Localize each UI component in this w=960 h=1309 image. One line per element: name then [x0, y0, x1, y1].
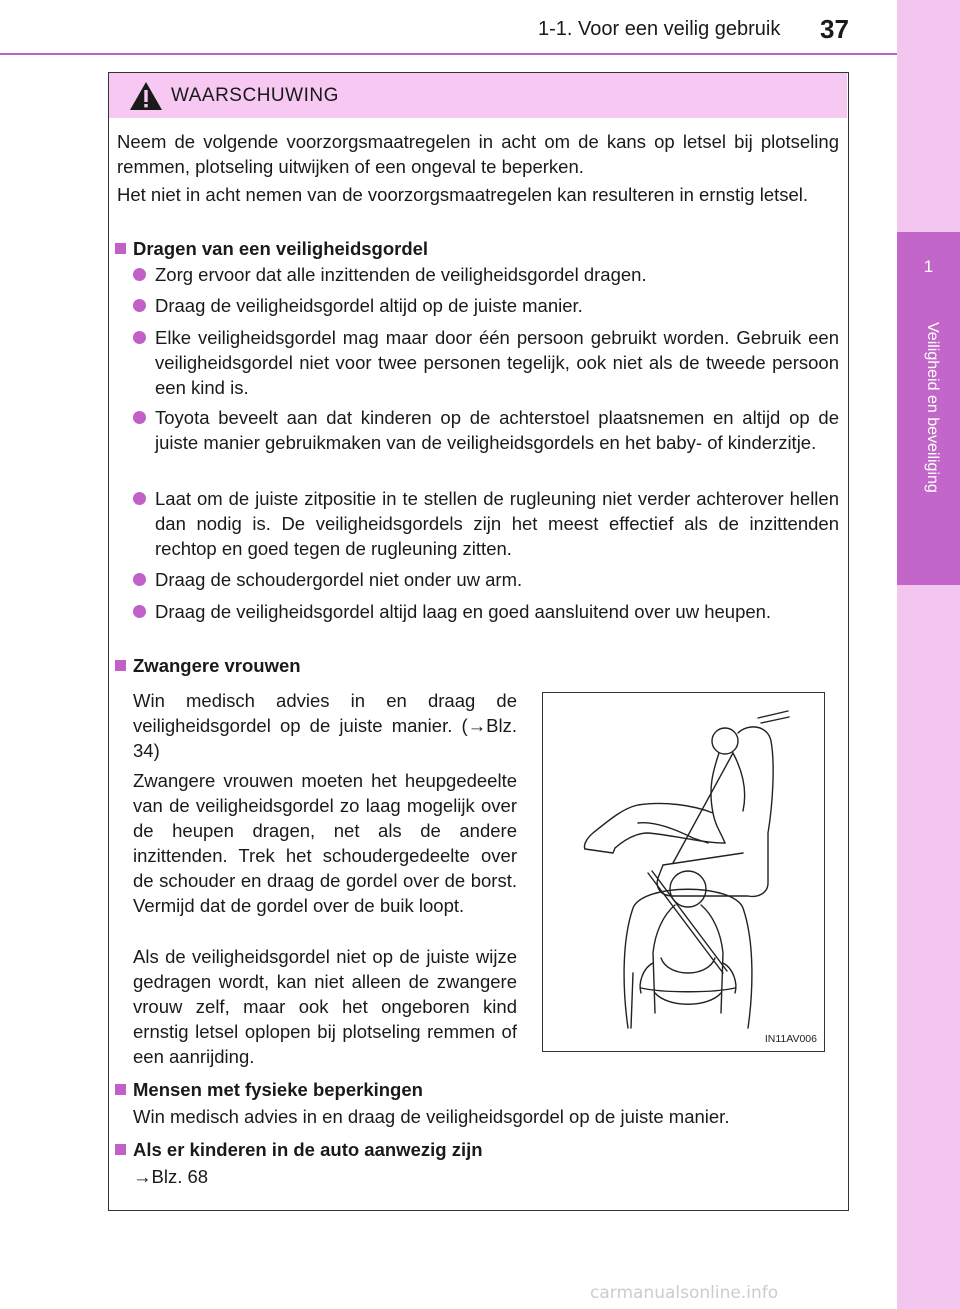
bullet-icon [133, 268, 146, 281]
pregnant-instructions: Zwangere vrouwen moeten het heupgedeelte van de veiligheidsgordel zo laag mogelijk over de heupen dragen, net als de andere inzittenden. Trek het schoudergedeelte over de schouder en draag de gordel over de borst. Vermijd dat de gordel over de buik loopt. [133, 770, 517, 916]
pregnant-woman-seated-icon [543, 693, 823, 1050]
list-item: Zorg ervoor dat alle inzittenden de veiligheidsgordel dragen. [155, 264, 647, 285]
chapter-title: Veiligheid en beveiliging [924, 322, 941, 493]
section-heading-seatbelt: Dragen van een veiligheidsgordel [115, 236, 428, 261]
disabilities-advice: Win medisch advies in en draag de veiligheidsgordel op de juiste manier. [133, 1106, 730, 1127]
warning-intro: Neem de volgende voorzorgsmaatregelen in acht om de kans op letsel bij plotseling remmen, plotseling uitwijken of een ongeval te beperken. [117, 131, 839, 177]
square-bullet-icon [115, 660, 126, 671]
list-item: Draag de schoudergordel niet onder uw arm. [155, 569, 523, 590]
warning-consequence: Het niet in acht nemen van de voorzorgsmaatregelen kan resulteren in ernstig letsel. [117, 184, 809, 205]
chapter-side-tab [897, 0, 960, 1309]
children-page-reference: →Blz. 68 [133, 1166, 209, 1187]
square-bullet-icon [115, 243, 126, 254]
section-heading-pregnant: Zwangere vrouwen [115, 653, 301, 678]
list-item: Draag de veiligheidsgordel altijd op de juiste manier. [155, 295, 583, 316]
warning-title: WAARSCHUWING [171, 85, 339, 106]
square-bullet-icon [115, 1084, 126, 1095]
section-title: 1-1. Voor een veilig gebruik [538, 18, 781, 40]
pregnant-seatbelt-illustration [542, 692, 825, 1052]
list-item: Toyota beveelt aan dat kinderen op de achterstoel plaatsnemen en altijd op de juiste manier gebruikmaken van de veiligheidsgordels en het baby- of kinderzitje. [155, 407, 839, 453]
square-bullet-icon [115, 1144, 126, 1155]
bullet-icon [133, 605, 146, 618]
warning-triangle-icon [129, 81, 163, 111]
header-divider [0, 53, 897, 55]
bullet-icon [133, 573, 146, 586]
list-item: Draag de veiligheidsgordel altijd laag en goed aansluitend over uw heupen. [155, 601, 772, 622]
section-heading-children: Als er kinderen in de auto aanwezig zijn [115, 1137, 483, 1162]
bullet-icon [133, 299, 146, 312]
bullet-icon [133, 492, 146, 505]
warning-header [109, 73, 847, 118]
watermark: carmanualsonline.info [590, 1283, 779, 1303]
bullet-icon [133, 331, 146, 344]
chapter-number: 1 [923, 257, 934, 276]
pregnant-advice: Win medisch advies in en draag de veiligheidsgordel op de juiste manier. (→Blz. 34) [133, 690, 517, 761]
bullet-icon [133, 411, 146, 424]
list-item: Elke veiligheidsgordel mag maar door één persoon gebruikt worden. Gebruik een veiligheidsgordel niet voor twee personen tegelijk, ook niet als de tweede persoon een kind is. [155, 327, 839, 398]
section-heading-disabilities: Mensen met fysieke beperkingen [115, 1077, 423, 1102]
list-item: Laat om de juiste zitpositie in te stellen de rugleuning niet verder achterover hellen dan nodig is. De veiligheidsgordels zijn het meest effectief als de inzittenden rechtop en goed tegen de rugleuning zitten. [155, 488, 839, 559]
pregnant-risk: Als de veiligheidsgordel niet op de juiste wijze gedragen wordt, kan niet alleen de zwangere vrouw zelf, maar ook het ongeboren kind ernstig letsel oplopen bij plotseling remmen of een aanrijding. [133, 946, 517, 1067]
page-number: 37 [820, 14, 849, 44]
figure-code: IN11AV006 [764, 1033, 817, 1045]
